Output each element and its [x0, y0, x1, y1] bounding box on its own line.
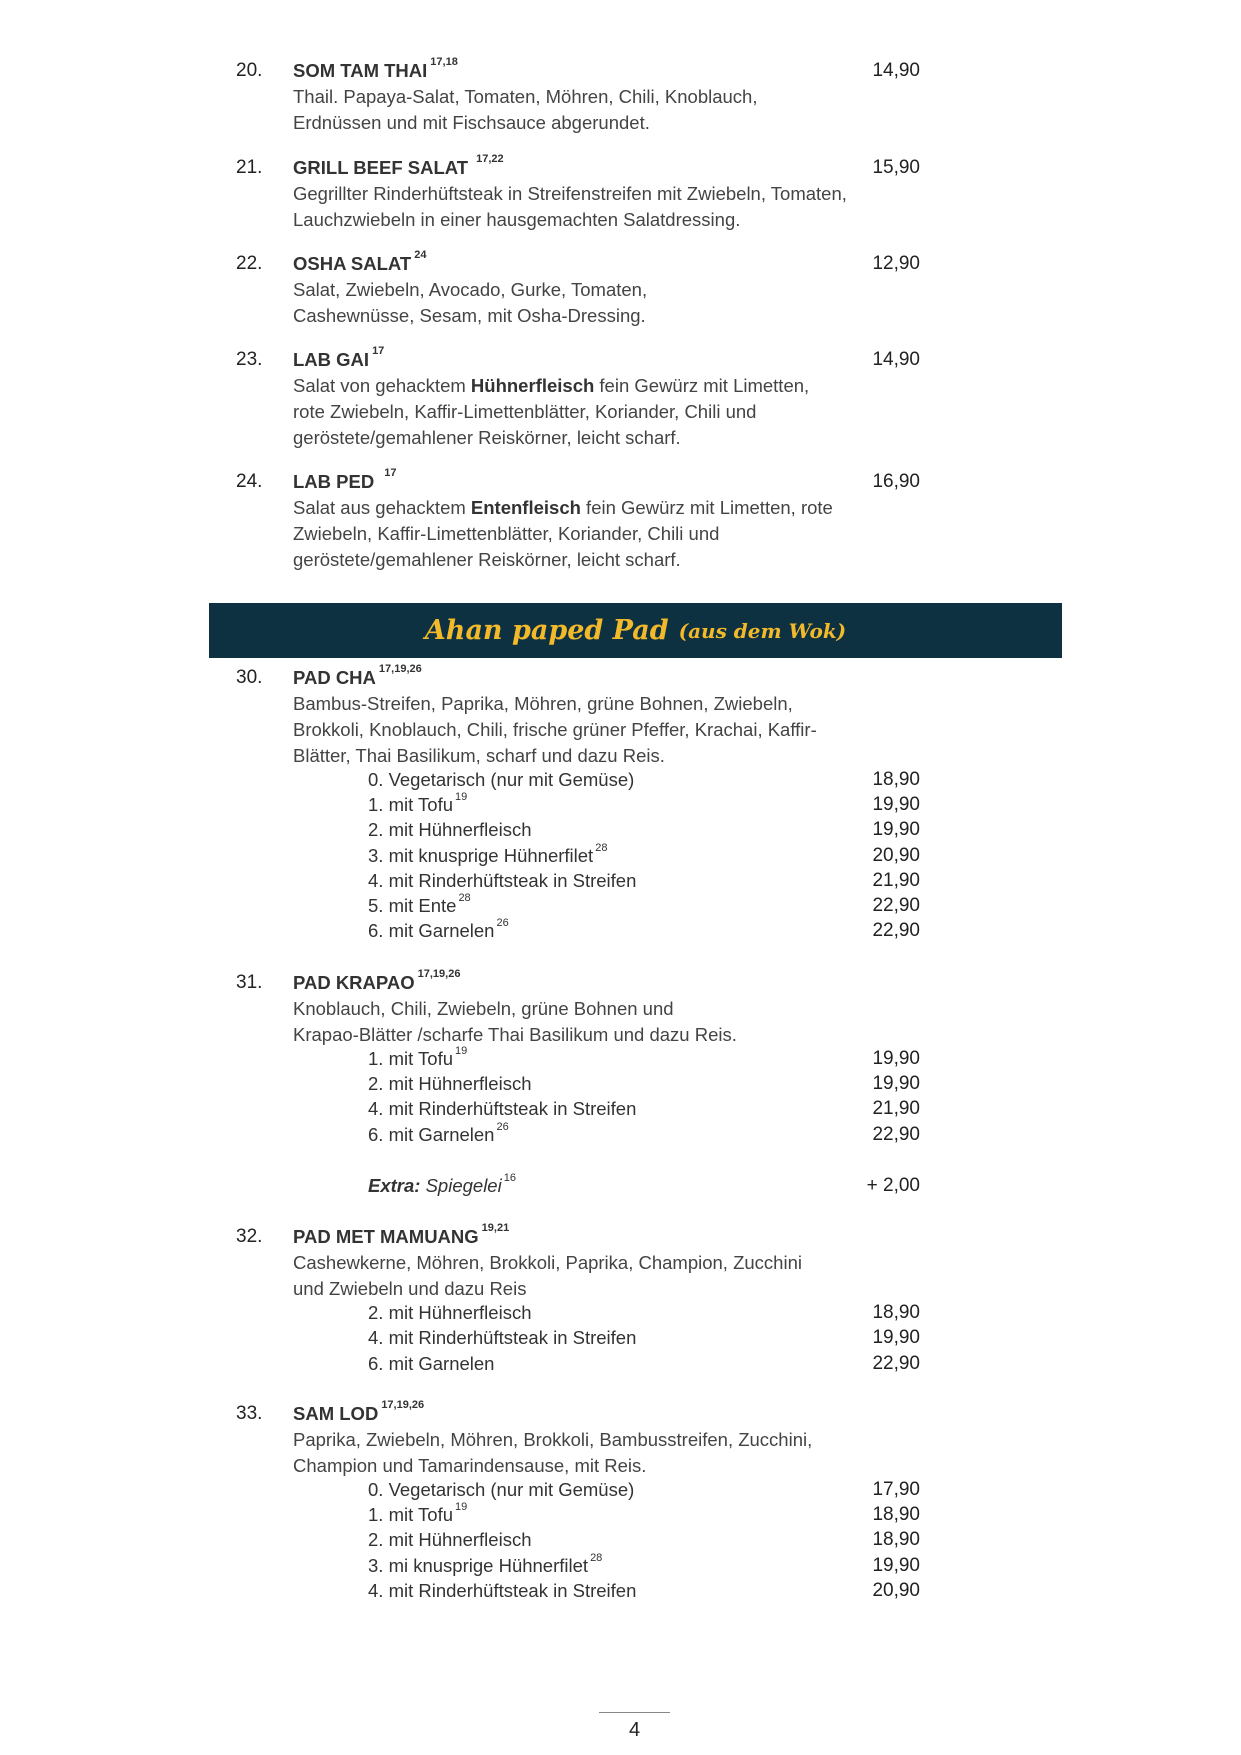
variant-row: 2. mit Hühnerfleisch 18,90 — [368, 1529, 920, 1550]
extra-row: Extra: Spiegelei $^{16}$ + 2,00 — [368, 1172, 920, 1196]
variant-row: 0. Vegetarisch (nur mit Gemüse) 18,90 — [368, 769, 920, 790]
variant-row: 6. mit Garnelen 22,90 — [368, 1353, 920, 1374]
variant-row: 0. Vegetarisch (nur mit Gemüse) 17,90 — [368, 1479, 920, 1500]
item-description: Salat aus gehacktem Entenfleisch fein Gewürz mit Limetten, rote Zwiebeln, Kaffir-Limettenblätter, Koriander, Chili und geröstete/gemahlener Reiskörner, leicht scharf. — [293, 497, 833, 570]
item-name: PAD KRAPAO $^{17,19,26}$ — [293, 968, 461, 993]
allergen-codes: 17 — [384, 467, 397, 479]
item-price: 14,90 — [872, 60, 920, 81]
variant-row: 4. mit Rinderhüftsteak in Streifen 21,90 — [368, 870, 920, 891]
variant-row: 5. mit Ente $^{28}$ 22,90 — [368, 892, 920, 916]
allergen-codes: 17,19,26 — [378, 663, 422, 675]
item-description: Gegrillter Rinderhüftsteak in Streifenstreifen mit Zwiebeln, Tomaten, Lauchzwiebeln in einer hausgemachten Salatdressing. — [293, 183, 847, 230]
item-name: OSHA SALAT $^{24}$ — [293, 249, 427, 274]
item-price: 14,90 — [872, 349, 920, 370]
variant-row: 6. mit Garnelen $^{26}$ 22,90 — [368, 917, 920, 941]
description-line: Salat, Zwiebeln, Avocado, Gurke, Tomaten, — [293, 279, 648, 300]
variant-row: 4. mit Rinderhüftsteak in Streifen 19,90 — [368, 1327, 920, 1348]
variant-row: 3. mit knusprige Hühnerfilet $^{28}$ 20,90 — [368, 842, 920, 866]
item-number: 31. — [236, 972, 263, 993]
item-number: 33. — [236, 1403, 263, 1424]
allergen-codes: 19,21 — [481, 1222, 510, 1234]
allergen-codes: 17,22 — [476, 153, 504, 165]
item-number: 21. — [236, 157, 263, 178]
section-banner — [209, 603, 1062, 658]
variant-row: 4. mit Rinderhüftsteak in Streifen 21,90 — [368, 1098, 920, 1119]
allergen-codes: 24 — [414, 249, 427, 261]
allergen-codes: 17,18 — [430, 56, 458, 68]
item-price: 12,90 — [872, 253, 920, 274]
item-number: 30. — [236, 667, 263, 688]
item-name: SOM TAM THAI $^{17,18}$ — [293, 56, 458, 81]
item-name: LAB GAI $^{17}$ — [293, 345, 385, 370]
variant-row: 3. mi knusprige Hühnerfilet $^{28}$ 19,90 — [368, 1552, 920, 1576]
item-price: 16,90 — [872, 471, 920, 492]
allergen-codes: 17,19,26 — [381, 1399, 425, 1411]
variant-row: 6. mit Garnelen $^{26}$ 22,90 — [368, 1121, 920, 1145]
item-description: Paprika, Zwiebeln, Möhren, Brokkoli, Bambusstreifen, Zucchini, Champion und Tamarindensause, mit Reis. — [293, 1429, 813, 1476]
item-price: 15,90 — [872, 157, 920, 178]
item-description: Thail. Papaya-Salat, Tomaten, Möhren, Chili, Knoblauch, Erdnüssen und mit Fischsauce abgerundet. — [293, 86, 758, 133]
item-name: GRILL BEEF SALAT $^{17,22}$ — [293, 153, 504, 178]
description-line: Cashewnüsse, Sesam, mit Osha-Dressing. — [293, 305, 646, 326]
allergen-codes: 17 — [372, 345, 385, 357]
footer-divider — [599, 1712, 670, 1713]
description-line: Krapao-Blätter /scharfe Thai Basilikum und dazu Reis. — [293, 1024, 737, 1045]
item-description: Bambus-Streifen, Paprika, Möhren, grüne Bohnen, Zwiebeln, Brokkoli, Knoblauch, Chili, frische grüner Pfeffer, Krachai, Kaffir-Blätter, Thai Basilikum, scharf und dazu Reis. — [293, 693, 817, 766]
variant-row: 4. mit Rinderhüftsteak in Streifen 20,90 — [368, 1580, 920, 1601]
description-line: Knoblauch, Chili, Zwiebeln, grüne Bohnen und — [293, 998, 674, 1019]
variant-row: 2. mit Hühnerfleisch 19,90 — [368, 1073, 920, 1094]
section-title: Ahan paped Pad — [424, 615, 669, 646]
variant-row: 1. mit Tofu $^{19}$ 19,90 — [368, 1045, 920, 1069]
variant-row: 2. mit Hühnerfleisch 18,90 — [368, 1302, 920, 1323]
item-description — [293, 996, 853, 1048]
item-number: 20. — [236, 60, 263, 81]
item-name: PAD MET MAMUANG $^{19,21}$ — [293, 1222, 510, 1247]
item-description: Salat von gehacktem Hühnerfleisch fein Gewürz mit Limetten, rote Zwiebeln, Kaffir-Limettenblätter, Koriander, Chili und geröstete/gemahlener Reiskörner, leicht scharf. — [293, 375, 810, 448]
variant-row: 2. mit Hühnerfleisch 19,90 — [368, 819, 920, 840]
variant-row: 1. mit Tofu $^{19}$ 19,90 — [368, 791, 920, 815]
item-description: Cashewkerne, Möhren, Brokkoli, Paprika, Champion, Zucchini und Zwiebeln und dazu Reis — [293, 1252, 802, 1299]
item-number: 32. — [236, 1226, 263, 1247]
item-description — [293, 277, 853, 329]
variant-row: 1. mit Tofu $^{19}$ 18,90 — [368, 1501, 920, 1525]
page-number: 4 — [628, 1719, 641, 1741]
item-number: 24. — [236, 471, 263, 492]
item-number: 23. — [236, 349, 263, 370]
item-name: SAM LOD $^{17,19,26}$ — [293, 1399, 425, 1424]
item-name: PAD CHA $^{17,19,26}$ — [293, 663, 422, 688]
item-number: 22. — [236, 253, 263, 274]
allergen-codes: 17,19,26 — [417, 968, 461, 980]
section-subtitle: (aus dem Wok) — [678, 618, 847, 643]
item-name: LAB PED $^{17}$ — [293, 467, 397, 492]
